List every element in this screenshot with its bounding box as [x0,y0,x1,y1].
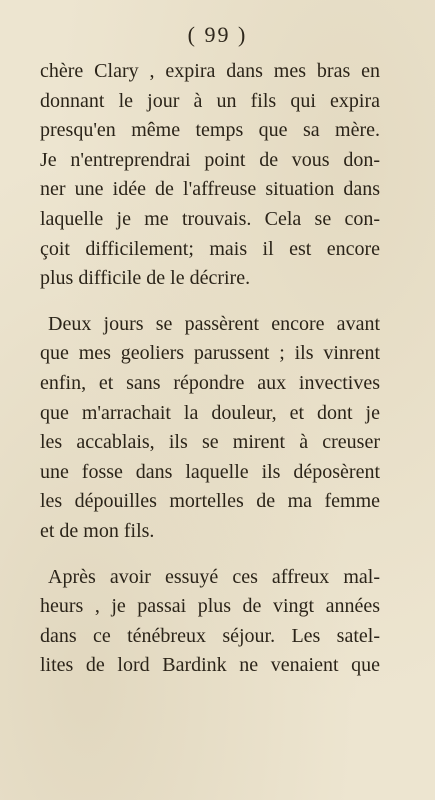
paragraph-1 [40,57,380,294]
text-line: plus difficile de le décrire. [40,267,251,290]
text-line: les accablais, ils se mirent à creuser [40,431,380,454]
text-line: Deux jours se passèrent encore avant [48,312,380,335]
text-line: çoit difficilement; mais il est encore [40,237,380,260]
paragraph-gap [40,547,380,563]
text-line: dans ce ténébreux séjour. Les satel- [40,624,380,647]
text-line: que mes geoliers parussent ; ils vinrent [40,342,380,365]
text-line: laquelle je me trouvais. Cela se con- [40,207,380,230]
paragraph-2 [40,310,380,547]
text-line: Je n'entreprendrai point de vous don- [40,148,380,171]
text-line: que m'arrachait la douleur, et dont je [40,401,380,424]
body-text [40,57,380,681]
text-line: ner une idée de l'affreuse situation dans [40,178,380,201]
text-line: les dépouilles mortelles de ma femme [40,490,380,513]
text-line: enfin, et sans répondre aux invectives [40,371,380,394]
text-line: et de mon fils. [40,519,155,542]
text-line: lites de lord Bardink ne venaient que [40,654,380,677]
text-line: donnant le jour à un fils qui expira [40,89,380,112]
text-line: Après avoir essuyé ces affreux mal- [48,565,380,588]
text-line: une fosse dans laquelle ils déposèrent [40,460,380,483]
text-line: heurs , je passai plus de vingt années [40,595,380,618]
text-line: chère Clary , expira dans mes bras en [40,60,380,82]
paragraph-3 [40,563,380,681]
page-number: ( 99 ) [187,22,248,47]
paragraph-gap [40,294,380,310]
text-line: presqu'en même temps que sa mère. [40,119,380,142]
